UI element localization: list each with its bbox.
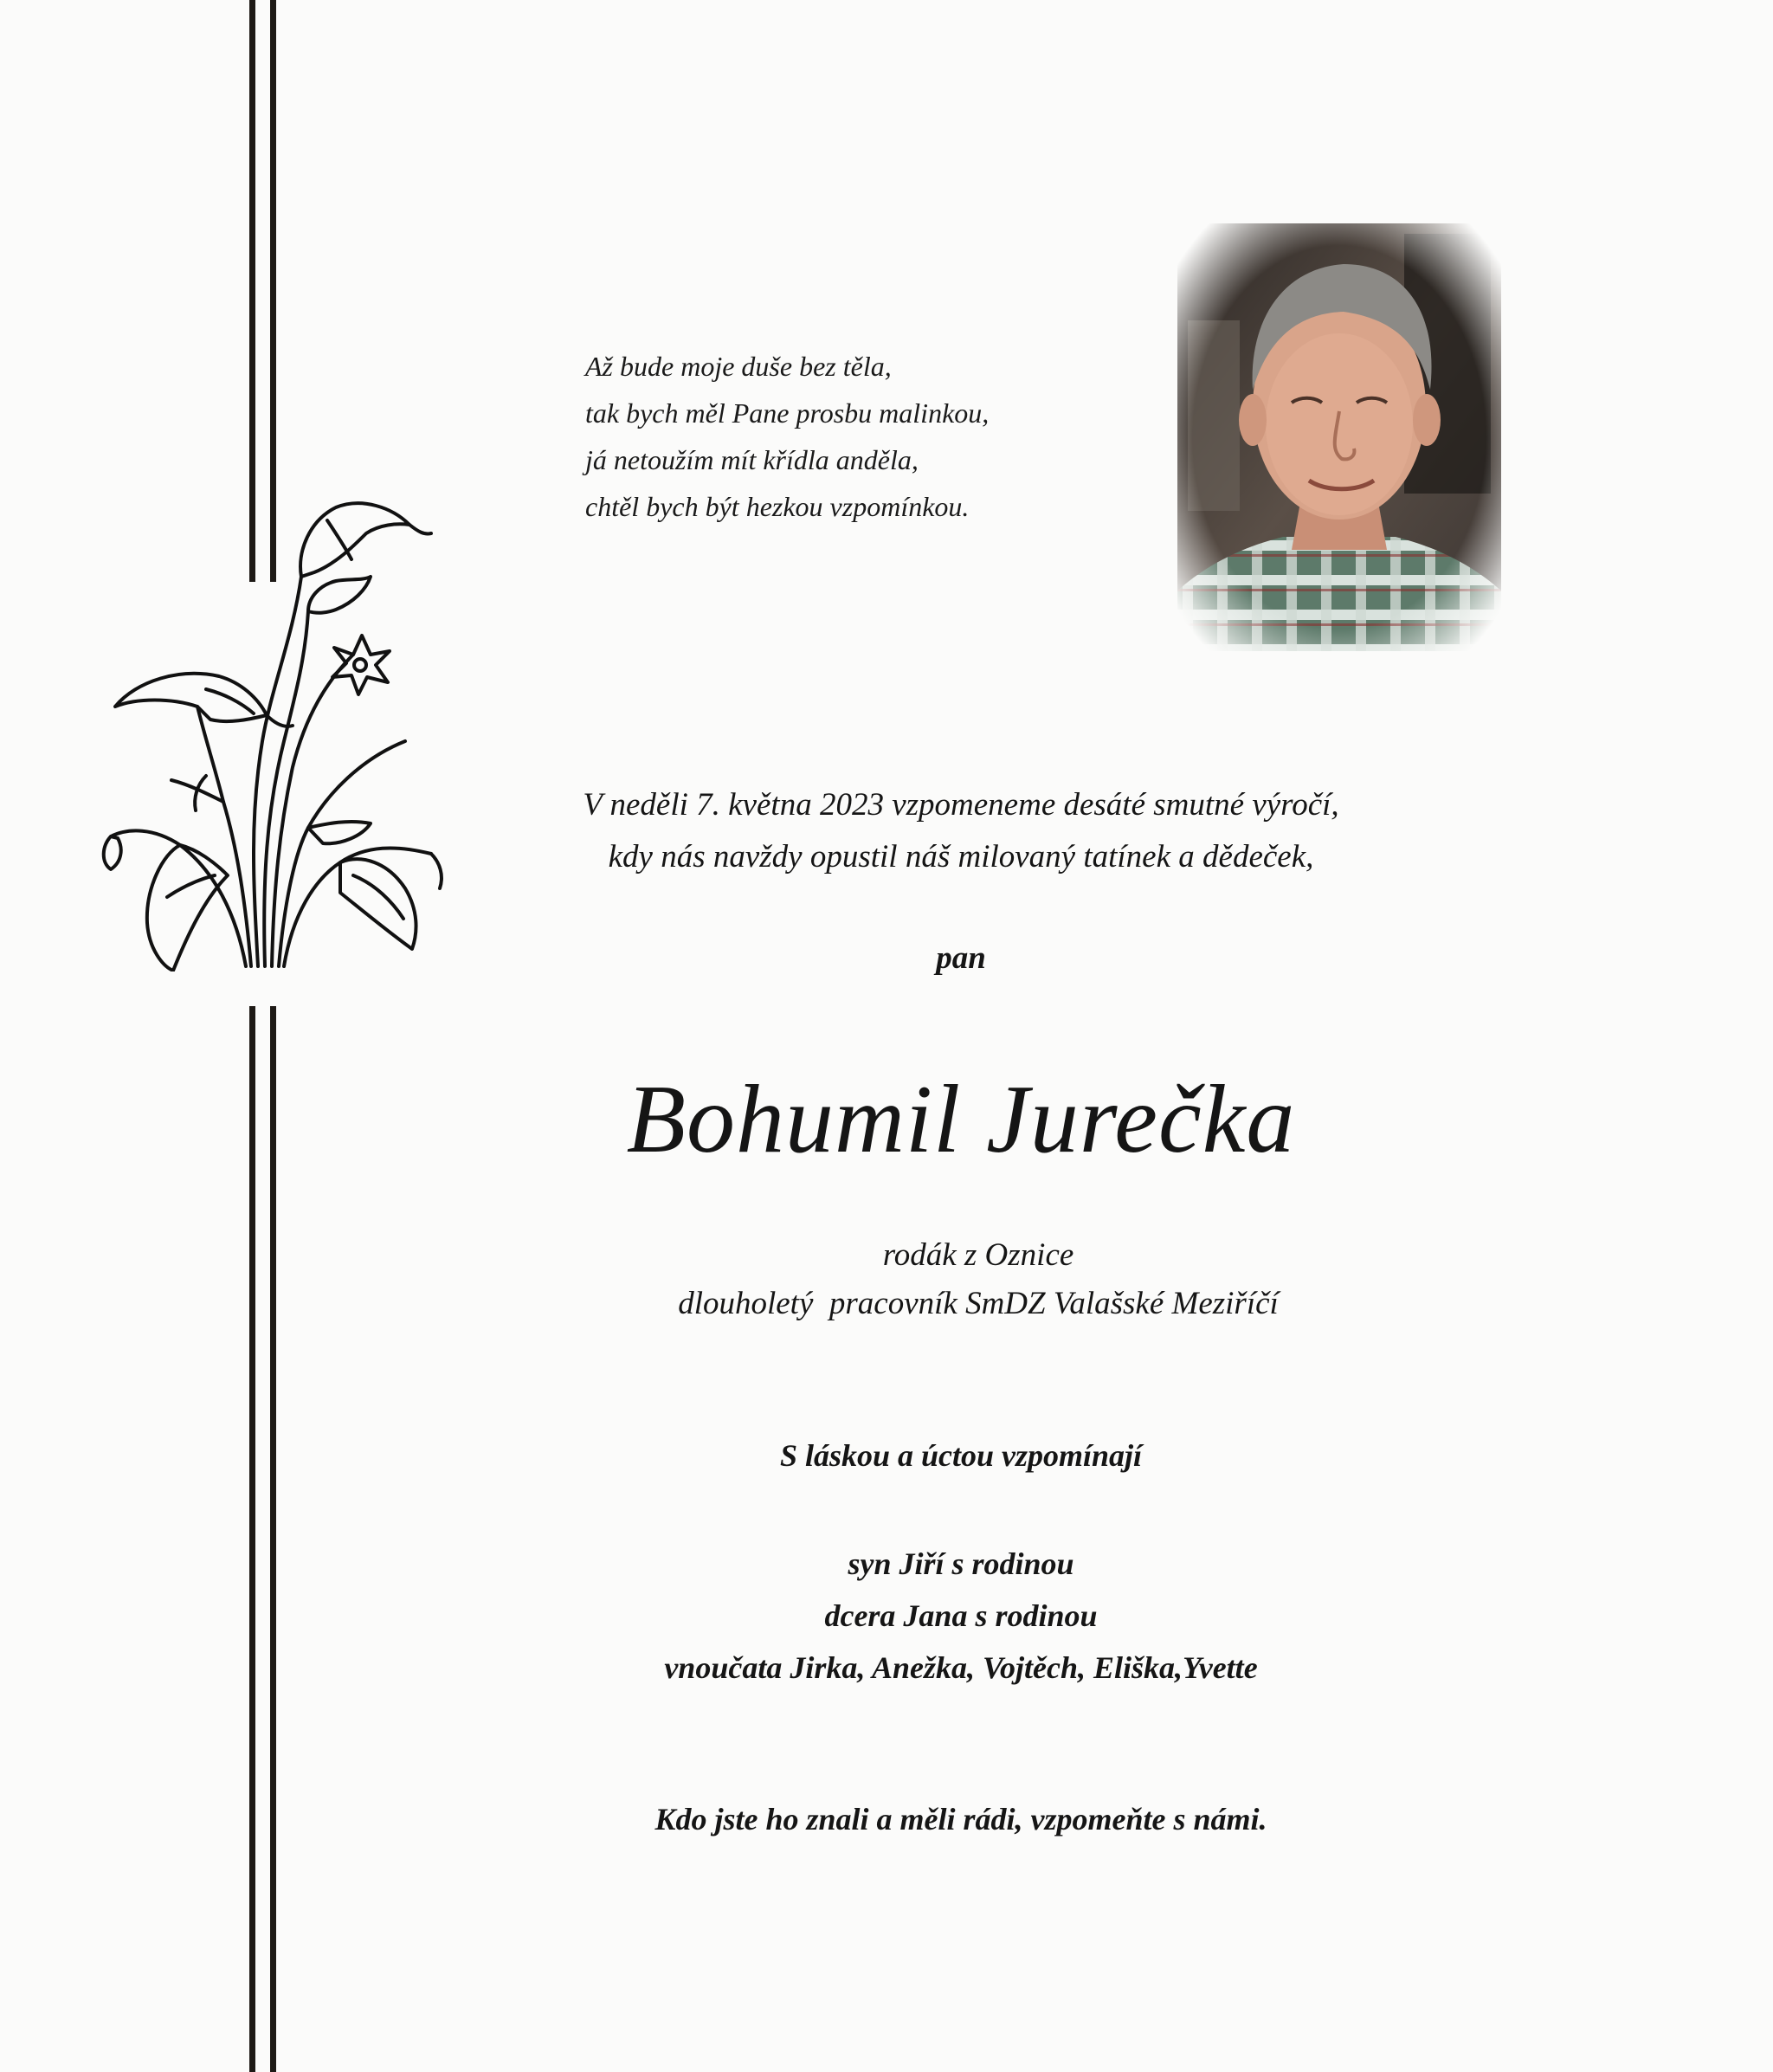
announcement <box>286 779 1636 883</box>
calla-lily-icon <box>76 481 450 971</box>
poem-line: chtěl bych být hezkou vzpomínkou. <box>585 491 970 522</box>
poem <box>585 343 1139 530</box>
family-line: dcera Jana s rodinou <box>824 1598 1098 1633</box>
closing-line: Kdo jste ho znali a měli rádi, vzpomeňte s námi. <box>654 1802 1267 1836</box>
deceased-name: Bohumil Jurečka <box>626 1066 1296 1173</box>
remembrance-heading: S láskou a úctou vzpomínají <box>779 1438 1143 1473</box>
family-list <box>286 1538 1636 1694</box>
poem-line: já netoužím mít křídla anděla, <box>585 444 919 475</box>
family-line: syn Jiří s rodinou <box>848 1546 1074 1581</box>
vertical-rule-bottom-left <box>249 1006 255 2072</box>
details-line: rodák z Oznice <box>882 1237 1074 1273</box>
poem-line: Až bude moje duše bez těla, <box>585 351 892 382</box>
vertical-rule-bottom-right <box>270 1006 276 2072</box>
details <box>364 1231 1593 1328</box>
honorific: pan <box>936 940 986 976</box>
poem-line: tak bych měl Pane prosbu malinkou, <box>585 397 990 429</box>
family-line: vnoučata Jirka, Anežka, Vojtěch, Eliška,Yvette <box>664 1650 1258 1685</box>
details-line: dlouholetý pracovník SmDZ Valašské Meziříčí <box>678 1286 1279 1321</box>
announcement-line: V neděli 7. května 2023 vzpomeneme desáté smutné výročí, <box>583 787 1339 823</box>
announcement-line: kdy nás navždy opustil náš milovaný tatínek a dědeček, <box>608 839 1314 875</box>
portrait-photo <box>1170 216 1508 658</box>
